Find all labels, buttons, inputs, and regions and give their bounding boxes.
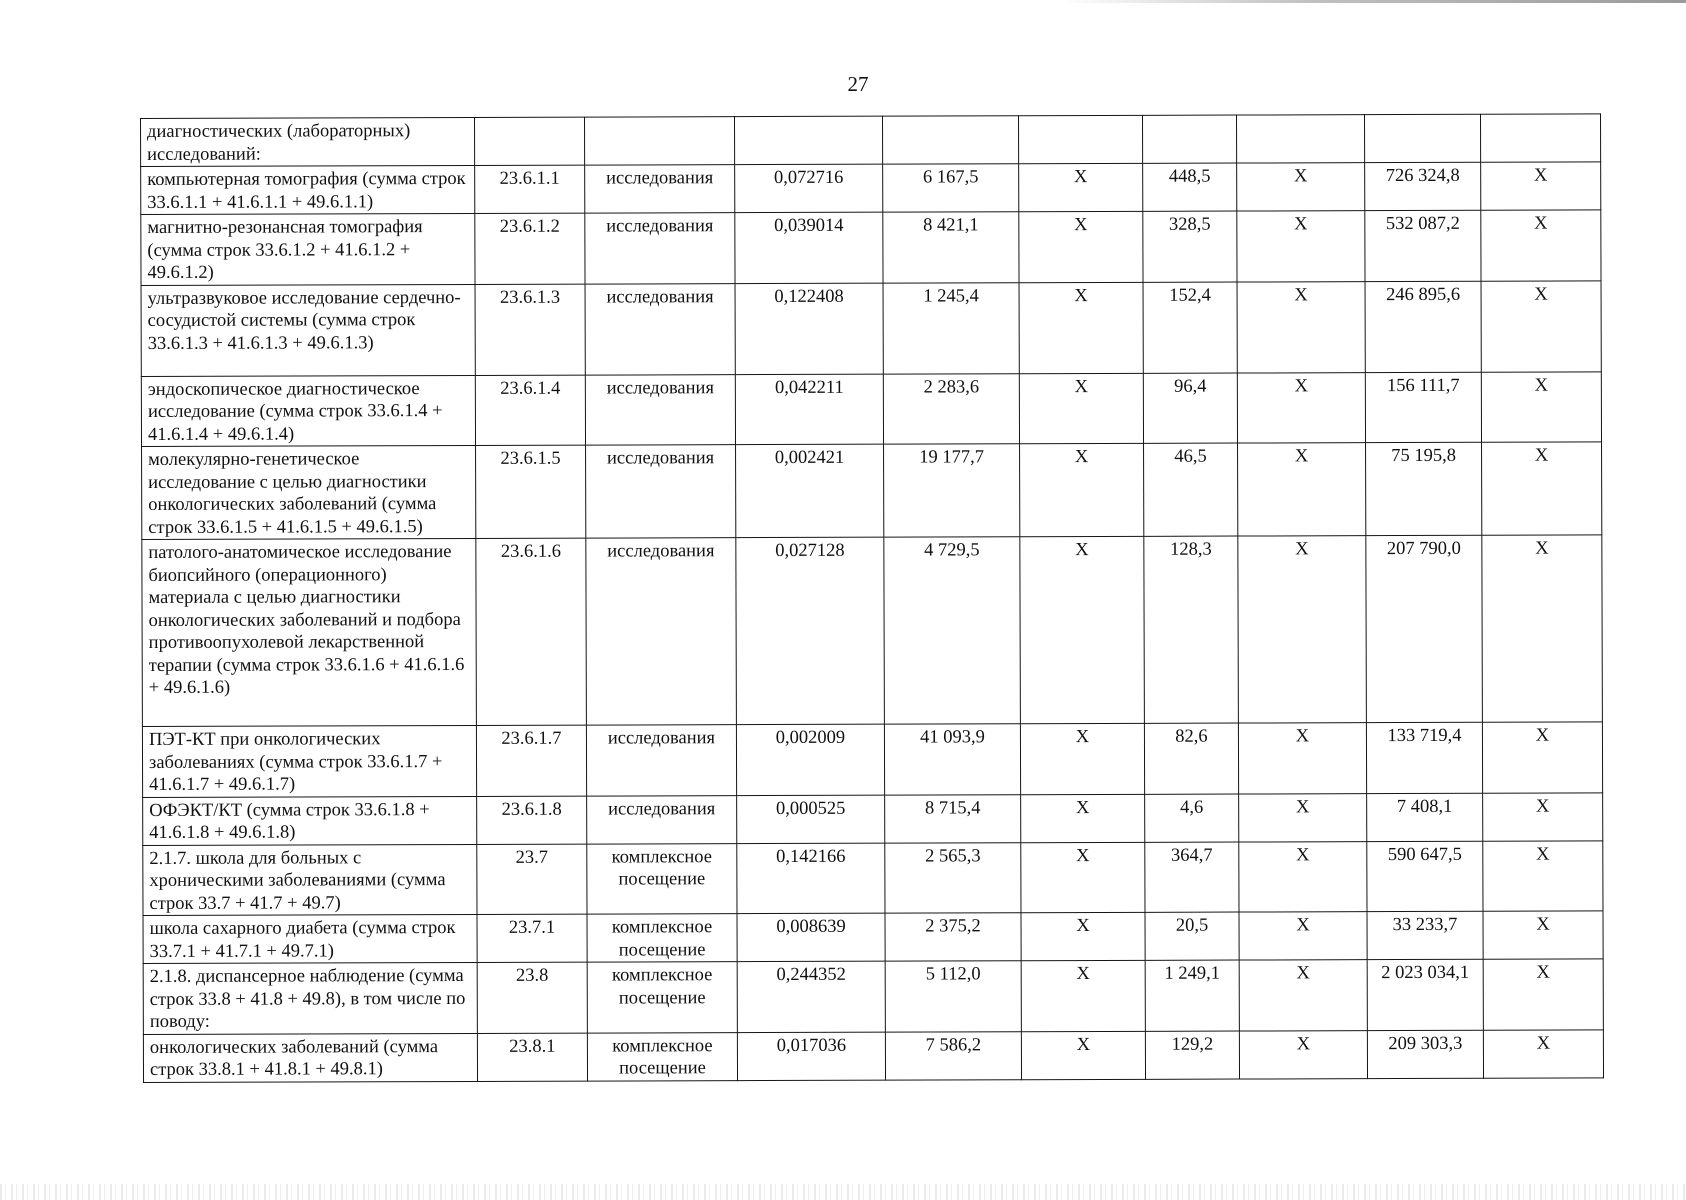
row-x-cell: X — [1019, 211, 1143, 282]
row-x-cell: X — [1239, 1030, 1367, 1078]
row-cost-cell: 19 177,7 — [884, 444, 1020, 537]
table-row — [143, 840, 1603, 915]
scan-edge-top — [1060, 0, 1686, 3]
row-per-capita-cell — [1142, 115, 1236, 163]
table-row — [141, 371, 1601, 446]
row-per-capita-cell: 82,6 — [1144, 723, 1238, 794]
row-code-cell — [474, 117, 584, 165]
row-total-cell: 726 324,8 — [1365, 162, 1481, 210]
row-norm-cell: 0,017036 — [737, 1032, 885, 1080]
row-cost-cell: 7 586,2 — [885, 1031, 1021, 1079]
row-x-cell: X — [1020, 443, 1144, 536]
page-number: 27 — [847, 72, 869, 96]
row-x-cell: X — [1239, 960, 1367, 1031]
row-cost-cell: 1 245,4 — [883, 282, 1019, 373]
row-norm-cell: 0,002009 — [736, 724, 884, 795]
table-body — [141, 114, 1604, 1082]
row-per-capita-cell: 46,5 — [1144, 443, 1238, 536]
row-name-cell: диагностических (лабораторных) исследований: — [141, 117, 475, 166]
row-per-capita-cell: 20,5 — [1145, 912, 1239, 960]
row-cost-cell: 2 375,2 — [885, 913, 1021, 961]
row-x-cell: X — [1021, 794, 1145, 842]
row-norm-cell: 0,244352 — [737, 961, 885, 1032]
row-unit-cell: комплексное посещение — [587, 1032, 737, 1080]
row-x-cell: X — [1482, 722, 1602, 793]
table-row — [141, 162, 1601, 215]
row-cost-cell: 2 565,3 — [885, 842, 1021, 913]
row-x-cell: X — [1481, 162, 1601, 210]
row-total-cell: 75 195,8 — [1366, 442, 1482, 535]
row-x-cell: X — [1482, 442, 1602, 535]
row-x-cell: X — [1021, 842, 1145, 913]
row-per-capita-cell: 96,4 — [1143, 373, 1237, 444]
row-x-cell: X — [1021, 960, 1145, 1031]
row-name-cell: 2.1.7. школа для больных с хроническими заболеваниями (сумма строк 33.7 + 41.7 + 49.7) — [143, 844, 477, 916]
row-total-cell: 246 895,6 — [1365, 281, 1481, 372]
row-x-cell: X — [1237, 281, 1365, 372]
row-x-cell — [1480, 114, 1600, 162]
row-x-cell: X — [1483, 959, 1603, 1030]
row-x-cell: X — [1021, 912, 1145, 960]
row-x-cell: X — [1482, 535, 1603, 722]
row-norm-cell: 0,000525 — [737, 795, 885, 843]
row-unit-cell: исследования — [586, 538, 737, 725]
row-x-cell: X — [1481, 280, 1601, 371]
row-code-cell: 23.6.1.4 — [475, 375, 585, 446]
row-code-cell: 23.7.1 — [477, 914, 587, 962]
row-total-cell: 209 303,3 — [1367, 1030, 1483, 1078]
row-x-cell: X — [1020, 536, 1145, 723]
row-norm-cell: 0,072716 — [735, 164, 883, 212]
table-row — [143, 792, 1603, 845]
data-table — [140, 113, 1604, 1082]
row-norm-cell — [734, 116, 882, 164]
row-name-cell: ультразвуковое исследование сердечно-сосудистой системы (сумма строк 33.6.1.3 + 41.6.1.3 + 49.6.1.3) — [141, 284, 475, 376]
row-per-capita-cell: 328,5 — [1143, 211, 1237, 282]
row-code-cell: 23.6.1.6 — [476, 538, 587, 725]
table-row — [141, 114, 1601, 167]
row-x-cell: X — [1481, 371, 1601, 442]
row-x-cell: X — [1483, 911, 1603, 959]
row-name-cell: патолого-анатомическое исследование биопсийного (операционного) материала с целью диагностики онкологических заболеваний и подбора противоопухолевой лекарственной терапии (сумма строк 33.6.1.6 + 41.6.1.6 + 49.6.1.6) — [142, 538, 477, 726]
row-name-cell: компьютерная томография (сумма строк 33.6.1.1 + 41.6.1.1 + 49.6.1.1) — [141, 165, 475, 214]
row-unit-cell: исследования — [586, 445, 736, 538]
row-x-cell: X — [1483, 840, 1603, 911]
row-cost-cell — [882, 116, 1018, 164]
table-row — [143, 959, 1603, 1034]
row-x-cell: X — [1238, 723, 1366, 794]
row-cost-cell: 41 093,9 — [884, 724, 1020, 795]
row-x-cell: X — [1483, 792, 1603, 840]
table-row — [141, 280, 1601, 376]
row-norm-cell: 0,002421 — [736, 444, 884, 537]
row-total-cell: 7 408,1 — [1367, 793, 1483, 841]
row-unit-cell: исследования — [585, 374, 735, 445]
row-norm-cell: 0,039014 — [735, 212, 883, 283]
row-unit-cell: исследования — [587, 795, 737, 843]
row-total-cell — [1364, 114, 1480, 162]
row-x-cell: X — [1483, 1029, 1603, 1077]
row-code-cell: 23.7 — [477, 844, 587, 915]
row-code-cell: 23.8 — [477, 962, 587, 1033]
row-norm-cell: 0,042211 — [735, 374, 883, 445]
row-cost-cell: 4 729,5 — [884, 537, 1021, 724]
row-total-cell: 532 087,2 — [1365, 210, 1481, 281]
row-x-cell: X — [1020, 723, 1144, 794]
row-x-cell: X — [1021, 1031, 1145, 1079]
row-x-cell: X — [1238, 443, 1366, 536]
table-row — [141, 210, 1601, 285]
row-name-cell: ПЭТ-КТ при онкологических заболеваниях (сумма строк 33.6.1.7 + 41.6.1.7 + 49.6.1.7) — [142, 725, 476, 797]
row-x-cell — [1018, 115, 1142, 163]
row-name-cell: школа сахарного диабета (сумма строк 33.7.1 + 41.7.1 + 49.7.1) — [143, 914, 477, 963]
scan-edge-bottom — [0, 1184, 1686, 1200]
row-per-capita-cell: 128,3 — [1144, 536, 1239, 723]
row-x-cell: X — [1237, 211, 1365, 282]
row-code-cell: 23.6.1.3 — [475, 284, 585, 375]
row-norm-cell: 0,027128 — [736, 537, 885, 724]
row-norm-cell: 0,122408 — [735, 283, 883, 374]
row-code-cell: 23.6.1.5 — [476, 445, 586, 538]
table-row — [142, 722, 1602, 797]
row-per-capita-cell: 1 249,1 — [1145, 960, 1239, 1031]
row-per-capita-cell: 448,5 — [1143, 163, 1237, 211]
table-row — [142, 535, 1603, 727]
row-name-cell: ОФЭКТ/КТ (сумма строк 33.6.1.8 + 41.6.1.8 + 49.6.1.8) — [143, 796, 477, 845]
row-unit-cell — [584, 117, 734, 165]
row-name-cell: молекулярно-генетическое исследование с целью диагностики онкологических заболеваний (сумма строк 33.6.1.5 + 41.6.1.5 + 49.6.1.5) — [142, 445, 476, 539]
row-unit-cell: исследования — [585, 213, 735, 284]
row-name-cell: 2.1.8. диспансерное наблюдение (сумма строк 33.8 + 41.8 + 49.8), в том числе по поводу: — [143, 962, 477, 1034]
row-x-cell: X — [1019, 282, 1143, 373]
row-x-cell: X — [1019, 373, 1143, 444]
row-norm-cell: 0,142166 — [737, 843, 885, 914]
row-total-cell: 2 023 034,1 — [1367, 959, 1483, 1030]
row-cost-cell: 6 167,5 — [883, 164, 1019, 212]
row-x-cell: X — [1238, 536, 1367, 723]
row-total-cell: 33 233,7 — [1367, 911, 1483, 959]
table-row — [143, 1029, 1603, 1082]
row-x-cell: X — [1019, 163, 1143, 211]
table-row — [142, 442, 1602, 540]
row-name-cell: эндоскопическое диагностическое исследование (сумма строк 33.6.1.4 + 41.6.1.4 + 49.6.1.4) — [141, 375, 475, 447]
row-cost-cell: 2 283,6 — [883, 373, 1019, 444]
row-unit-cell: исследования — [586, 725, 736, 796]
row-cost-cell: 8 421,1 — [883, 212, 1019, 283]
row-cost-cell: 8 715,4 — [885, 794, 1021, 842]
row-unit-cell: исследования — [585, 165, 735, 213]
row-per-capita-cell: 4,6 — [1145, 794, 1239, 842]
row-unit-cell: комплексное посещение — [587, 914, 737, 962]
row-x-cell: X — [1239, 912, 1367, 960]
row-norm-cell: 0,008639 — [737, 913, 885, 961]
row-name-cell: магнитно-резонансная томография (сумма строк 33.6.1.2 + 41.6.1.2 + 49.6.1.2) — [141, 213, 475, 285]
row-per-capita-cell: 129,2 — [1145, 1031, 1239, 1079]
row-x-cell: X — [1239, 841, 1367, 912]
row-cost-cell: 5 112,0 — [885, 961, 1021, 1032]
row-per-capita-cell: 364,7 — [1145, 842, 1239, 913]
row-code-cell: 23.6.1.7 — [476, 725, 586, 796]
row-unit-cell: исследования — [585, 283, 735, 374]
row-x-cell: X — [1237, 163, 1365, 211]
row-name-cell: онкологических заболеваний (сумма строк 33.8.1 + 41.8.1 + 49.8.1) — [143, 1033, 477, 1082]
row-total-cell: 207 790,0 — [1366, 535, 1483, 722]
row-unit-cell: комплексное посещение — [587, 843, 737, 914]
table-row — [143, 911, 1603, 964]
row-x-cell: X — [1239, 793, 1367, 841]
row-total-cell: 156 111,7 — [1365, 372, 1481, 443]
row-x-cell: X — [1481, 210, 1601, 281]
row-total-cell: 133 719,4 — [1366, 722, 1482, 793]
row-x-cell: X — [1237, 372, 1365, 443]
row-code-cell: 23.6.1.1 — [475, 165, 585, 213]
row-unit-cell: комплексное посещение — [587, 962, 737, 1033]
row-code-cell: 23.6.1.8 — [477, 796, 587, 844]
row-per-capita-cell: 152,4 — [1143, 282, 1237, 373]
row-code-cell: 23.6.1.2 — [475, 213, 585, 284]
row-x-cell — [1236, 115, 1364, 163]
row-code-cell: 23.8.1 — [477, 1033, 587, 1081]
row-total-cell: 590 647,5 — [1367, 841, 1483, 912]
